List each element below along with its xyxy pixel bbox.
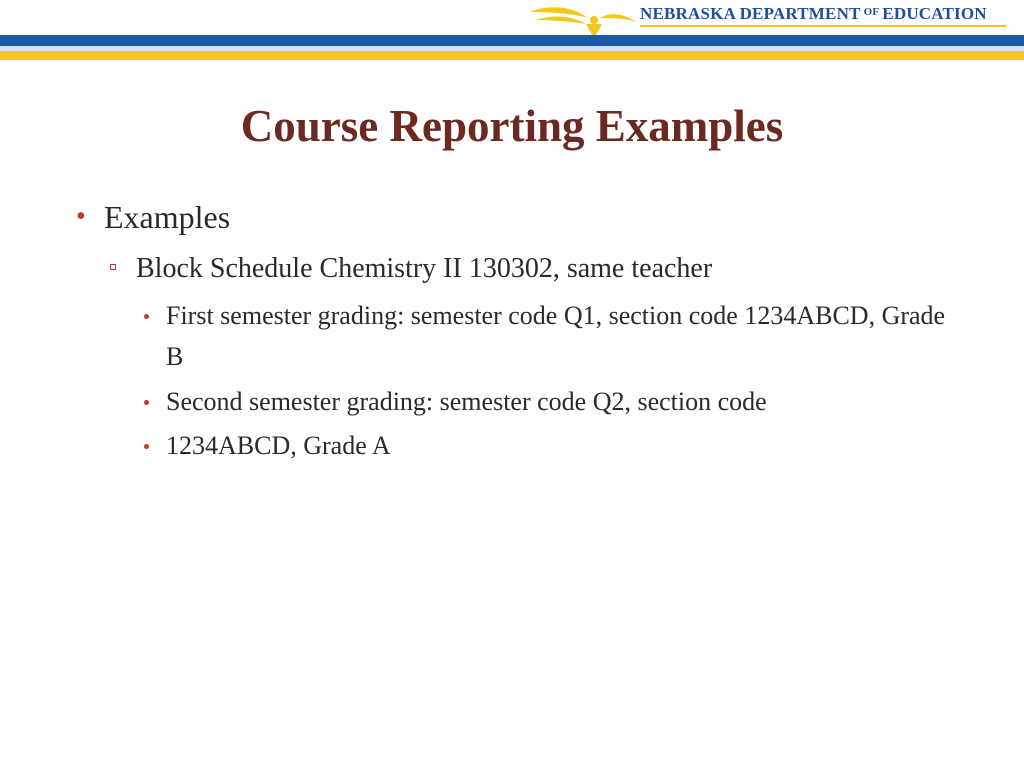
bullet-level2: Block Schedule Chemistry II 130302, same teacher (136, 253, 713, 284)
bullet-small-dot-icon (144, 400, 149, 405)
org-name-of: OF (863, 6, 880, 18)
bullet-small-dot-icon (144, 314, 149, 319)
bullet-level3: Second semester grading: semester code Q2, section code (166, 387, 767, 416)
bullet-square-icon (110, 264, 116, 270)
bullet-level1: Examples (104, 199, 231, 235)
bullet-level3: 1234ABCD, Grade A (166, 431, 391, 460)
slide-title: Course Reporting Examples (240, 101, 784, 151)
bullet-small-dot-icon (144, 444, 149, 449)
bullet-level3: First semester grading: semester code Q1, section code 1234ABCD, Grade B (166, 301, 946, 371)
bullet-dot-icon: • (76, 201, 86, 232)
org-name-part1: NEBRASKA DEPARTMENT (640, 4, 861, 23)
org-name-part2: EDUCATION (882, 4, 987, 23)
